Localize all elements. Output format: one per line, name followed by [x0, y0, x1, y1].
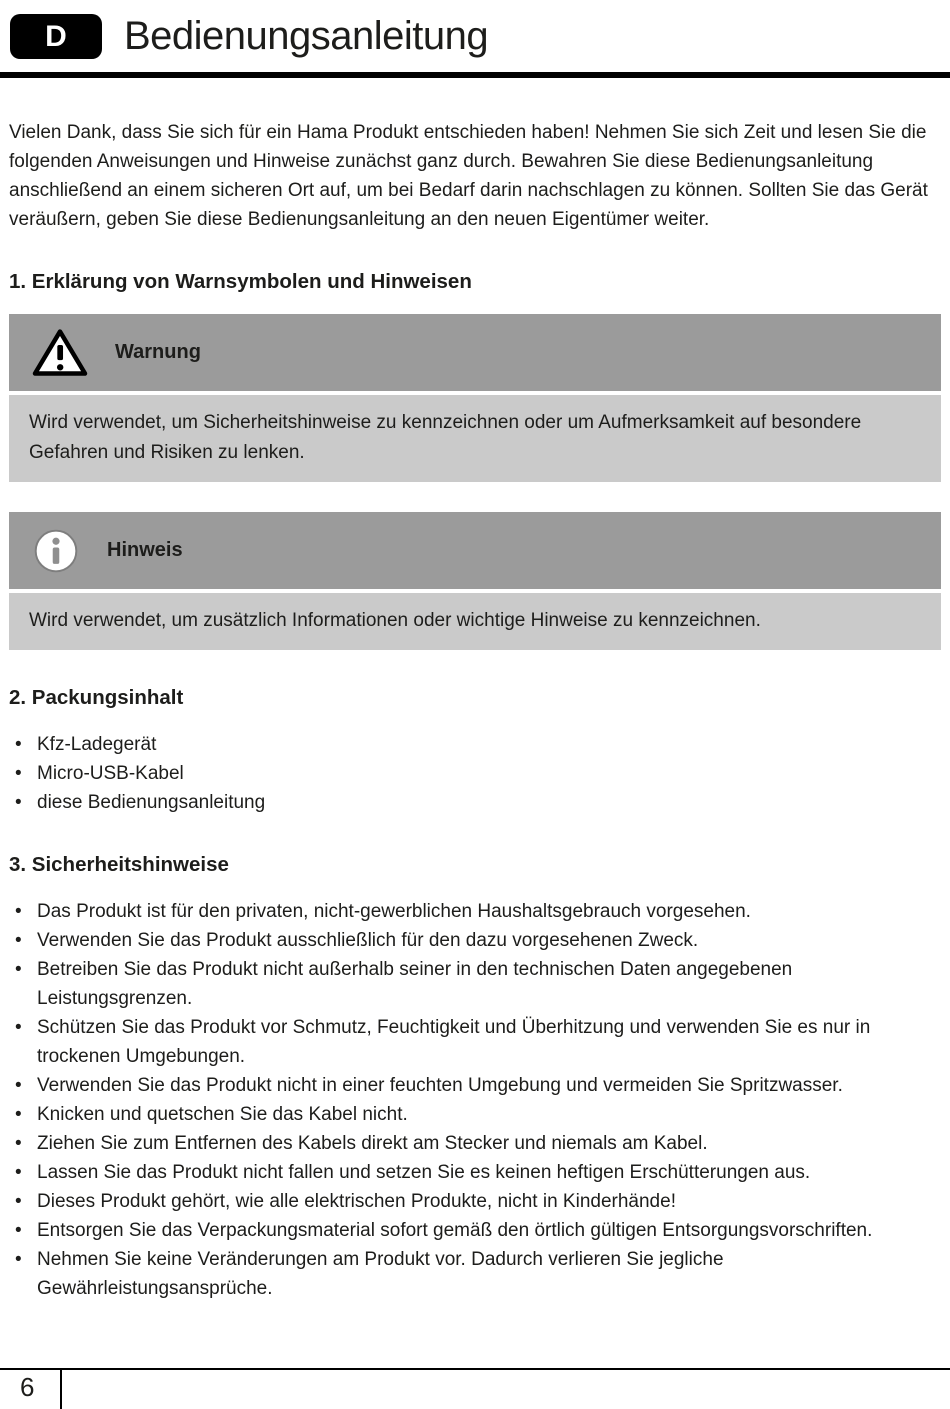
page-header [0, 0, 950, 59]
page-content [0, 118, 950, 1303]
intro-paragraph: Vielen Dank, dass Sie sich für ein Hama Produkt entschieden haben! Nehmen Sie sich Zeit und lesen Sie die folgenden Anweisungen und Hinweise zunächst ganz durch. Bewahren Sie diese Bedienungsanleitung anschließend an einem sicheren Ort auf, um bei Bedarf darin nachschlagen zu können. Sollten Sie das Gerät veräußern, geben Sie diese Bedienungsanleitung an den neuen Eigentümer weiter. [9, 122, 928, 230]
safety-notes-list [9, 897, 941, 1303]
note-label: Hinweis [107, 539, 183, 561]
list-item: • diese Bedienungsanleitung [9, 788, 941, 817]
list-item: • Schützen Sie das Produkt vor Schmutz, Feuchtigkeit und Überhitzung und verwenden Sie es nur in trockenen Umgebungen. [9, 1013, 941, 1071]
section3-heading: 3. Sicherheitshinweise [9, 853, 229, 876]
list-item: • Kfz-Ladegerät [9, 730, 941, 759]
header-divider [0, 72, 950, 78]
warning-text: Wird verwendet, um Sicherheitshinweise zu kennzeichnen oder um Aufmerksamkeit auf besondere Gefahren und Risiken zu lenken. [9, 395, 941, 482]
warning-callout-header [9, 314, 941, 391]
list-item: • Micro-USB-Kabel [9, 759, 941, 788]
info-icon [31, 526, 81, 576]
section1-heading: 1. Erklärung von Warnsymbolen und Hinweisen [9, 270, 472, 293]
note-callout-header [9, 512, 941, 589]
list-item: • Entsorgen Sie das Verpackungsmaterial sofort gemäß den örtlich gültigen Entsorgungsvorschriften. [9, 1216, 941, 1245]
page-number-cell [0, 1370, 62, 1409]
list-item: • Verwenden Sie das Produkt nicht in einer feuchten Umgebung und vermeiden Sie Spritzwasser. [9, 1071, 941, 1100]
packaging-contents-list [9, 730, 941, 817]
note-text: Wird verwendet, um zusätzlich Informationen oder wichtige Hinweise zu kennzeichnen. [9, 593, 941, 650]
list-item: • Ziehen Sie zum Entfernen des Kabels direkt am Stecker und niemals am Kabel. [9, 1129, 941, 1158]
warning-callout [9, 314, 941, 482]
list-item: • Dieses Produkt gehört, wie alle elektrischen Produkte, nicht in Kinderhände! [9, 1187, 941, 1216]
list-item: • Das Produkt ist für den privaten, nicht-gewerblichen Haushaltsgebrauch vorgesehen. [9, 897, 941, 926]
list-item: • Knicken und quetschen Sie das Kabel nicht. [9, 1100, 941, 1129]
list-item: • Lassen Sie das Produkt nicht fallen und setzen Sie es keinen heftigen Erschütterungen aus. [9, 1158, 941, 1187]
list-item: • Nehmen Sie keine Veränderungen am Produkt vor. Dadurch verlieren Sie jegliche Gewährleistungsansprüche. [9, 1245, 941, 1303]
list-item: • Betreiben Sie das Produkt nicht außerhalb seiner in den technischen Daten angegebenen Leistungsgrenzen. [9, 955, 941, 1013]
page-title: Bedienungsanleitung [124, 14, 489, 58]
page-footer [0, 1368, 950, 1409]
warning-triangle-icon [31, 328, 89, 378]
page-number: 6 [20, 1372, 35, 1402]
warning-label: Warnung [115, 341, 201, 363]
section2-heading: 2. Packungsinhalt [9, 686, 184, 709]
list-item: • Verwenden Sie das Produkt ausschließlich für den dazu vorgesehenen Zweck. [9, 926, 941, 955]
note-callout [9, 512, 941, 650]
language-badge: D [10, 14, 102, 59]
